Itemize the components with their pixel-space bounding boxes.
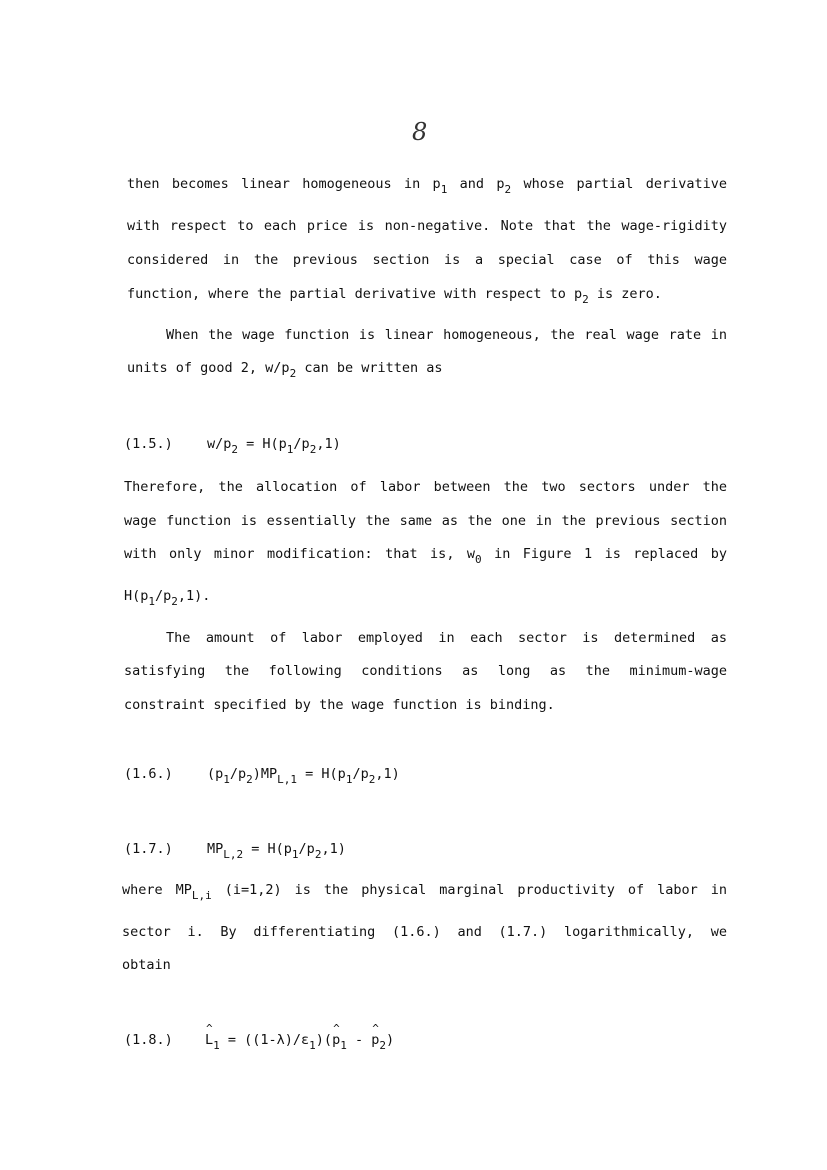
paragraph-5-line-3: obtain: [122, 957, 171, 973]
equation-1-7: $MP_{L,2} = H(p_1/p_2,1)$: [207, 841, 346, 861]
paragraph-2-line-1: When the wage function is linear homogeneous, the real wage rate in: [166, 327, 727, 343]
paragraph-5-line-2: sector i. By differentiating (1.6.) and (1.7.) logarithmically, we: [122, 924, 727, 940]
equation-1-8: ^ $L_1$ = $((1-\lambda)/\varepsilon_1)(\^{}$ $p_1$ - ^ $p_2$): [205, 1031, 394, 1049]
paragraph-4-line-2: satisfying the following conditions as long as the minimum-wage: [124, 663, 727, 679]
equation-1-8-label: (1.8.): [124, 1032, 173, 1048]
paragraph-1-line-3: considered in the previous section is a special case of this wage: [127, 252, 727, 268]
paragraph-1-line-4: function, where the partial derivative with respect to $p_2$ is zero.: [127, 286, 662, 306]
paragraph-3-line-2: wage function is essentially the same as the one in the previous section: [124, 513, 727, 529]
paragraph-5-line-1: where $MP_{L,i}$ (i=1,2) is the physical marginal productivity of labor in: [122, 882, 727, 902]
paragraph-1-line-2: with respect to each price is non-negative. Note that the wage-rigidity: [127, 218, 727, 234]
equation-1-5: $w/p_2 = H(p_1/p_2,1)$: [207, 436, 341, 456]
equation-1-6-label: (1.6.): [124, 766, 173, 782]
equation-1-5-label: (1.5.): [124, 436, 173, 452]
paragraph-3-line-1: Therefore, the allocation of labor between the two sectors under the: [124, 479, 727, 495]
page-number: 8: [412, 118, 428, 146]
paragraph-4-line-3: constraint specified by the wage function is binding.: [124, 697, 555, 713]
paragraph-3-line-4: $H(p_1/p_2,1)$.: [124, 588, 211, 608]
paragraph-1-line-1: then becomes linear homogeneous in $p_1$ and $p_2$ whose partial derivative: [127, 176, 727, 196]
l-hat: ^ L: [205, 1031, 213, 1049]
paragraph-3-line-3: with only minor modification: that is, $w_0$ in Figure 1 is replaced by: [124, 546, 727, 566]
p1-hat: ^ p: [332, 1031, 340, 1049]
paragraph-4-line-1: The amount of labor employed in each sector is determined as: [166, 630, 727, 646]
p2-hat: ^ p: [371, 1031, 379, 1049]
equation-1-6: $(p_1/p_2)MP_{L,1} = H(p_1/p_2,1)$: [207, 766, 400, 786]
paragraph-2-line-2: units of good 2, $w/p_2$ can be written as: [127, 360, 443, 380]
equation-1-7-label: (1.7.): [124, 841, 173, 857]
